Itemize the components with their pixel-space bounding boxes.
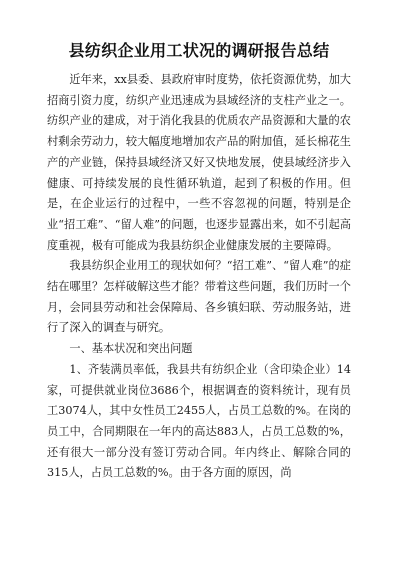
body-paragraph: 1、齐装满员率低，我县共有纺织企业（含印染企业）14家，可提供就业岗位3686个，根据调查的资料统计，现有员工3074人，其中女性员工2455人，占员工总数的%。在岗的员工中，合同期限在一年内的高达883人，占员工总数的%，还有很大一部分没有签订劳动合同。年内终止、解除合同的315人，占员工总数的%。由于各方面的原因，尚 bbox=[47, 362, 351, 480]
document-title: 县纺织企业用工状况的调研报告总结 bbox=[68, 41, 330, 60]
body-paragraph: 我县纺织企业用工的现状如何？“招工难”、“留人难”的症结在哪里？怎样破解这些才能？带着这些问题，我们历时一个月，会同县劳动和社会保障局、各乡镇妇联、劳动服务站，进行了深入的调查与研究。 bbox=[47, 259, 351, 335]
body-paragraph: 近年来，xx县委、县政府审时度势，依托资源优势，加大招商引资力度，纺织产业迅速成为县域经济的支柱产业之一。纺织产业的建成，对于消化我县的优质农产品资源和大量的农村剩余劳动力，较大幅度地增加农产品的附加值，延长棉花生产的产业链，保持县域经济又好又快地发展，使县域经济步入健康、可持续发展的良性循环轨道，起到了积极的作用。但是，在企业运行的过程中，一些不容忽视的问题，特别是企业“招工难”、“留人难”的问题，也逐步显露出来，如不引起高度重视，极有可能成为我县纺织企业健康发展的主要障碍。 bbox=[47, 73, 351, 252]
section-heading: 一、基本状况和突出问题 bbox=[69, 342, 193, 356]
